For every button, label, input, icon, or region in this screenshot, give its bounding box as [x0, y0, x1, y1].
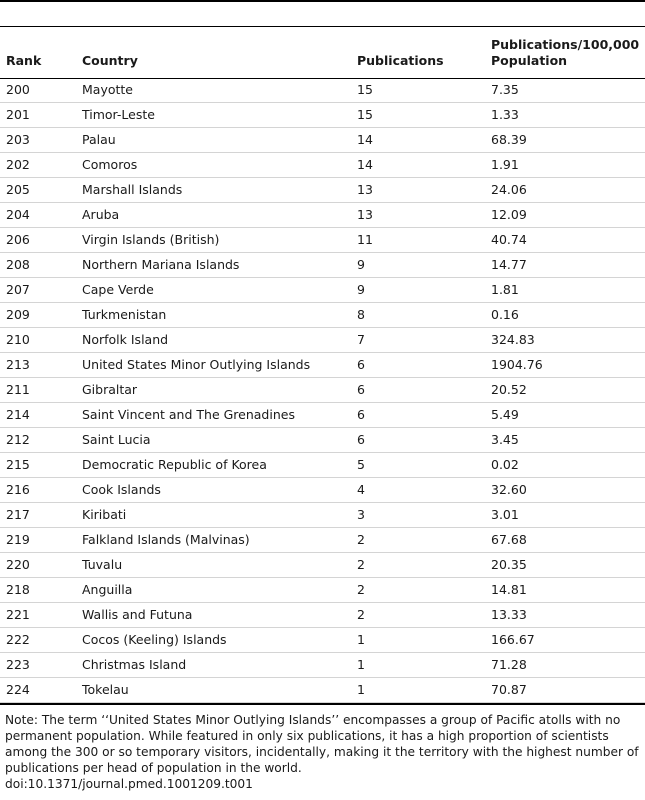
table-row — [0, 153, 645, 178]
header-per-capita — [491, 37, 639, 69]
cell-publications: 8 — [357, 307, 365, 322]
table-bottom-rule — [0, 703, 645, 705]
table-row — [0, 203, 645, 228]
table-row — [0, 628, 645, 653]
cell-per-capita: 20.52 — [491, 382, 527, 397]
cell-country: Kiribati — [82, 507, 127, 522]
cell-country: Comoros — [82, 157, 138, 172]
header-country: Country — [82, 53, 138, 68]
table-row — [0, 378, 645, 403]
cell-per-capita: 3.45 — [491, 432, 519, 447]
cell-country: Saint Lucia — [82, 432, 151, 447]
cell-publications: 13 — [357, 182, 373, 197]
table-row — [0, 428, 645, 453]
cell-per-capita: 166.67 — [491, 632, 535, 647]
cell-rank: 213 — [6, 357, 30, 372]
cell-rank: 210 — [6, 332, 30, 347]
table-row — [0, 128, 645, 153]
cell-publications: 14 — [357, 157, 373, 172]
cell-rank: 220 — [6, 557, 30, 572]
cell-publications: 13 — [357, 207, 373, 222]
cell-country: Virgin Islands (British) — [82, 232, 220, 247]
cell-publications: 15 — [357, 82, 373, 97]
cell-publications: 6 — [357, 407, 365, 422]
header-rank: Rank — [6, 53, 42, 68]
cell-rank: 200 — [6, 82, 30, 97]
cell-per-capita: 12.09 — [491, 207, 527, 222]
cell-country: Palau — [82, 132, 116, 147]
cell-per-capita: 7.35 — [491, 82, 519, 97]
cell-country: Gibraltar — [82, 382, 138, 397]
cell-publications: 2 — [357, 557, 365, 572]
cell-per-capita: 24.06 — [491, 182, 527, 197]
table-row — [0, 303, 645, 328]
cell-country: Christmas Island — [82, 657, 187, 672]
cell-country: Cook Islands — [82, 482, 161, 497]
header-publications: Publications — [357, 53, 444, 68]
cell-rank: 208 — [6, 257, 30, 272]
cell-per-capita: 71.28 — [491, 657, 527, 672]
cell-per-capita: 5.49 — [491, 407, 519, 422]
cell-publications: 9 — [357, 257, 365, 272]
cell-publications: 7 — [357, 332, 365, 347]
cell-per-capita: 1.81 — [491, 282, 519, 297]
cell-rank: 215 — [6, 457, 30, 472]
cell-country: Cape Verde — [82, 282, 154, 297]
table-row — [0, 478, 645, 503]
cell-country: Tokelau — [82, 682, 129, 697]
cell-rank: 204 — [6, 207, 30, 222]
cell-publications: 11 — [357, 232, 373, 247]
cell-per-capita: 3.01 — [491, 507, 519, 522]
cell-per-capita: 13.33 — [491, 607, 527, 622]
table-row — [0, 403, 645, 428]
table-row — [0, 253, 645, 278]
table-row — [0, 528, 645, 553]
cell-country: Wallis and Futuna — [82, 607, 193, 622]
cell-rank: 224 — [6, 682, 30, 697]
cell-publications: 4 — [357, 482, 365, 497]
cell-country: Mayotte — [82, 82, 133, 97]
cell-per-capita: 67.68 — [491, 532, 527, 547]
cell-country: Anguilla — [82, 582, 133, 597]
table-top-rule — [0, 0, 645, 2]
cell-rank: 205 — [6, 182, 30, 197]
cell-publications: 6 — [357, 357, 365, 372]
cell-country: Saint Vincent and The Grenadines — [82, 407, 295, 422]
cell-publications: 2 — [357, 532, 365, 547]
cell-rank: 218 — [6, 582, 30, 597]
cell-publications: 6 — [357, 432, 365, 447]
cell-country: Democratic Republic of Korea — [82, 457, 267, 472]
cell-rank: 207 — [6, 282, 30, 297]
table-row — [0, 578, 645, 603]
cell-country: Aruba — [82, 207, 120, 222]
cell-country: Turkmenistan — [82, 307, 167, 322]
table-row — [0, 453, 645, 478]
cell-publications: 6 — [357, 382, 365, 397]
cell-per-capita: 0.16 — [491, 307, 519, 322]
cell-publications: 15 — [357, 107, 373, 122]
cell-rank: 217 — [6, 507, 30, 522]
table-row — [0, 603, 645, 628]
cell-per-capita: 0.02 — [491, 457, 519, 472]
cell-per-capita: 68.39 — [491, 132, 527, 147]
cell-country: Tuvalu — [82, 557, 123, 572]
cell-rank: 221 — [6, 607, 30, 622]
doi-text: doi:10.1371/journal.pmed.1001209.t001 — [5, 777, 253, 791]
table-row — [0, 278, 645, 303]
header-per-capita-line1: Publications/100,000 — [491, 37, 640, 52]
table-row — [0, 503, 645, 528]
cell-per-capita: 14.81 — [491, 582, 527, 597]
cell-rank: 201 — [6, 107, 30, 122]
cell-rank: 211 — [6, 382, 30, 397]
cell-publications: 2 — [357, 607, 365, 622]
cell-publications: 1 — [357, 657, 365, 672]
cell-rank: 223 — [6, 657, 30, 672]
table-row — [0, 353, 645, 378]
cell-publications: 1 — [357, 682, 365, 697]
cell-per-capita: 20.35 — [491, 557, 527, 572]
cell-publications: 14 — [357, 132, 373, 147]
table-body — [0, 78, 645, 703]
cell-per-capita: 14.77 — [491, 257, 527, 272]
table-row — [0, 228, 645, 253]
cell-publications: 2 — [357, 582, 365, 597]
cell-per-capita: 1904.76 — [491, 357, 543, 372]
cell-rank: 202 — [6, 157, 30, 172]
cell-publications: 3 — [357, 507, 365, 522]
cell-rank: 222 — [6, 632, 30, 647]
cell-rank: 206 — [6, 232, 30, 247]
cell-country: Cocos (Keeling) Islands — [82, 632, 227, 647]
cell-country: United States Minor Outlying Islands — [82, 357, 311, 372]
table-footnote: Note: The term ‘‘United States Minor Outlying Islands’’ encompasses a group of Pacific atolls with no permanent population. While featured in only six publications, it has a high proportion of scientists among the 300 or so temporary visitors, incidentally, making it the territory with the highest number of publications per head of population in the world. — [5, 713, 639, 775]
table-row — [0, 653, 645, 678]
table-row — [0, 103, 645, 128]
cell-country: Norfolk Island — [82, 332, 169, 347]
table-row — [0, 553, 645, 578]
table-row — [0, 178, 645, 203]
cell-rank: 203 — [6, 132, 30, 147]
header-per-capita-line2: Population — [491, 53, 568, 68]
cell-rank: 219 — [6, 532, 30, 547]
cell-per-capita: 324.83 — [491, 332, 535, 347]
table-row — [0, 678, 645, 703]
cell-country: Marshall Islands — [82, 182, 183, 197]
cell-rank: 214 — [6, 407, 30, 422]
table-header — [0, 27, 645, 78]
cell-per-capita: 40.74 — [491, 232, 527, 247]
table-row — [0, 328, 645, 353]
cell-publications: 5 — [357, 457, 365, 472]
cell-publications: 1 — [357, 632, 365, 647]
cell-country: Timor-Leste — [82, 107, 155, 122]
cell-publications: 9 — [357, 282, 365, 297]
cell-per-capita: 1.33 — [491, 107, 519, 122]
cell-rank: 212 — [6, 432, 30, 447]
table-row — [0, 78, 645, 103]
cell-rank: 209 — [6, 307, 30, 322]
cell-per-capita: 1.91 — [491, 157, 519, 172]
cell-country: Falkland Islands (Malvinas) — [82, 532, 250, 547]
cell-country: Northern Mariana Islands — [82, 257, 240, 272]
cell-per-capita: 32.60 — [491, 482, 527, 497]
cell-rank: 216 — [6, 482, 30, 497]
cell-per-capita: 70.87 — [491, 682, 527, 697]
